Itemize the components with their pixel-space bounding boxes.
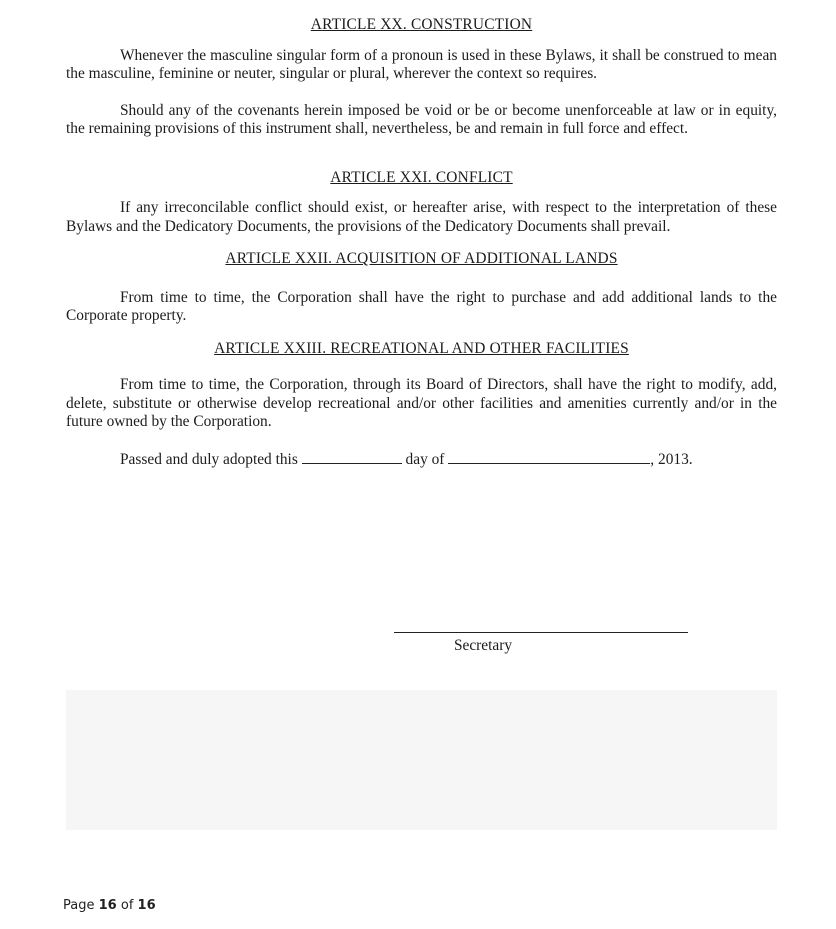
- adoption-middle: day of: [405, 450, 445, 468]
- footer-current-page: 16: [98, 898, 117, 913]
- article-paragraph: If any irreconcilable conflict should exist, or hereafter arise, with respect to the interpretation of these Bylaws and the Dedicatory Documents, the provisions of the Dedicatory Documents shall prevail.: [66, 199, 777, 235]
- adoption-suffix: , 2013.: [650, 450, 693, 468]
- adoption-prefix: Passed and duly adopted this: [120, 450, 298, 468]
- page-footer: [63, 898, 156, 913]
- secretary-signature-line: [394, 632, 688, 633]
- article-heading-recreational: ARTICLE XXIII. RECREATIONAL AND OTHER FACILITIES: [214, 339, 629, 357]
- document-body: [66, 16, 777, 469]
- bleed-through-shade: [66, 690, 777, 830]
- article-heading-construction: ARTICLE XX. CONSTRUCTION: [310, 16, 533, 33]
- article-paragraph: Whenever the masculine singular form of a pronoun is used in these Bylaws, it shall be construed to mean the masculine, feminine or neuter, singular or plural, wherever the context so requires.: [66, 46, 777, 82]
- article-paragraph: From time to time, the Corporation shall have the right to purchase and add additional lands to the Corporate property.: [66, 288, 777, 324]
- article-paragraph: Should any of the covenants herein imposed be void or be or become unenforceable at law or in equity, the remaining provisions of this instrument shall, nevertheless, be and remain in full force and effect.: [66, 101, 777, 137]
- adoption-month-blank: [448, 450, 650, 464]
- article-heading-acquisition: ARTICLE XXII. ACQUISITION OF ADDITIONAL LANDS: [225, 250, 618, 267]
- secretary-label: Secretary: [453, 637, 513, 654]
- adoption-statement: [66, 450, 777, 470]
- adoption-day-blank: [302, 450, 402, 464]
- article-paragraph: From time to time, the Corporation, through its Board of Directors, shall have the right to modify, add, delete, substitute or otherwise develop recreational and/or other facilities and amenities currently and/or in the future owned by the Corporation.: [66, 376, 777, 430]
- article-heading-conflict: ARTICLE XXI. CONFLICT: [330, 168, 513, 186]
- footer-total-pages: 16: [137, 898, 156, 913]
- footer-of-word: of: [120, 898, 134, 913]
- footer-page-word: Page: [63, 898, 95, 913]
